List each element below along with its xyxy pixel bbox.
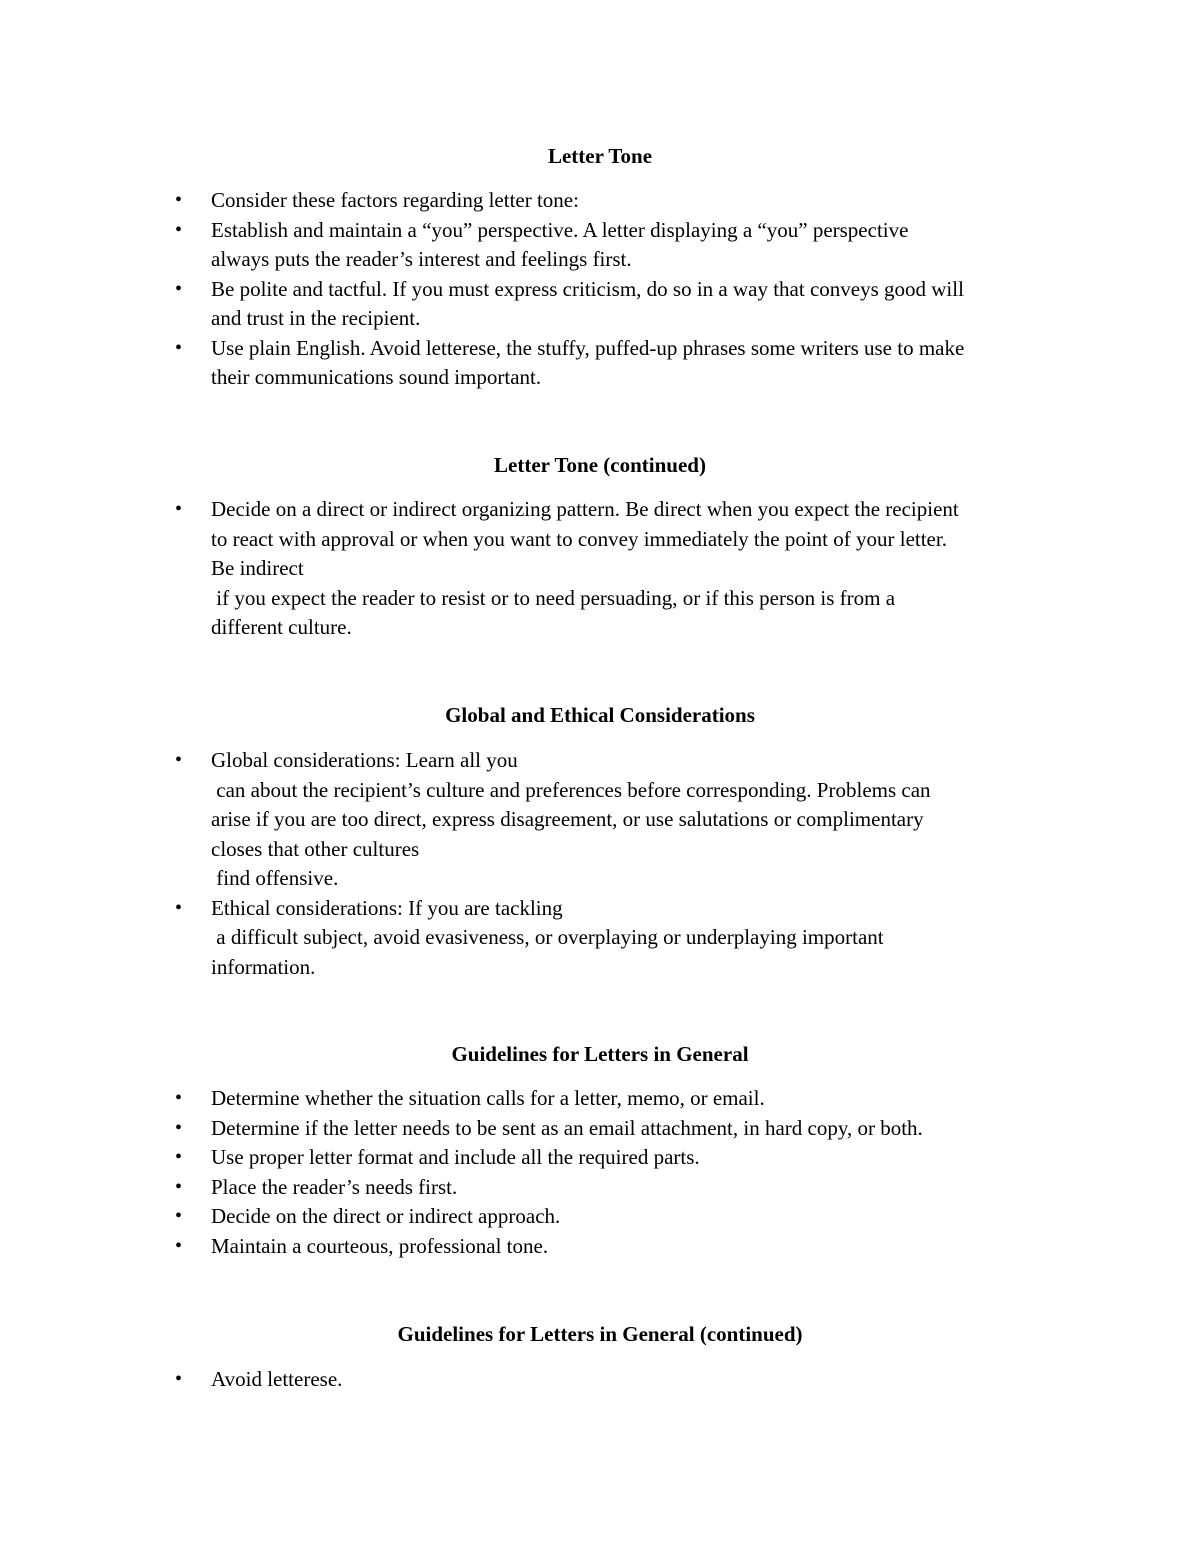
text-line: closes that other cultures bbox=[211, 836, 420, 861]
text-line: Be polite and tactful. If you must express criticism, do so in a way that conveys good will bbox=[211, 276, 964, 301]
text-line: Ethical considerations: If you are tackling bbox=[211, 895, 563, 920]
section-heading: Guidelines for Letters in General bbox=[451, 1042, 749, 1066]
bullet-icon: • bbox=[175, 896, 183, 919]
list-item bbox=[0, 495, 1061, 643]
text-line: Place the reader’s needs first. bbox=[211, 1174, 458, 1199]
text-line: Decide on the direct or indirect approach. bbox=[211, 1204, 561, 1228]
section-letter-tone bbox=[0, 142, 1200, 171]
text-line: information. bbox=[211, 954, 316, 979]
bullet-icon: • bbox=[175, 277, 183, 300]
section-heading: Guidelines for Letters in General (continued) bbox=[397, 1322, 803, 1346]
bullet-icon: • bbox=[175, 1116, 183, 1139]
text-line: Consider these factors regarding letter tone: bbox=[211, 188, 579, 212]
text-line: their communications sound important. bbox=[211, 365, 542, 389]
list-item bbox=[0, 1202, 1061, 1232]
list-item bbox=[0, 334, 1061, 393]
bullet-icon: • bbox=[175, 189, 183, 211]
list-item bbox=[0, 275, 1061, 334]
bullet-list bbox=[0, 186, 1200, 393]
text-line: Use plain English. Avoid letterese, the stuffy, puffed-up phrases some writers use to make bbox=[211, 335, 965, 360]
list-item bbox=[0, 1114, 1061, 1144]
text-line: Maintain a courteous, professional tone. bbox=[211, 1233, 549, 1258]
section-guidelines bbox=[0, 1040, 1200, 1069]
list-item bbox=[0, 1232, 1061, 1262]
section-heading: Letter Tone bbox=[547, 144, 653, 168]
text-line: Global considerations: Learn all you bbox=[211, 748, 518, 772]
list-item bbox=[0, 216, 1061, 275]
section-heading: Global and Ethical Considerations bbox=[445, 703, 755, 727]
list-item bbox=[0, 746, 1061, 894]
text-line: Avoid letterese. bbox=[211, 1367, 343, 1391]
bullet-icon: • bbox=[175, 1368, 183, 1390]
bullet-icon: • bbox=[175, 498, 183, 520]
section-heading: Letter Tone (continued) bbox=[494, 453, 706, 477]
section-guidelines-continued bbox=[0, 1320, 1200, 1349]
bullet-icon: • bbox=[175, 749, 183, 771]
bullet-list bbox=[0, 746, 1200, 982]
list-item bbox=[0, 1365, 1061, 1395]
text-line: different culture. bbox=[211, 615, 352, 639]
text-line: Be indirect bbox=[211, 556, 304, 580]
bullet-list bbox=[0, 1365, 1200, 1395]
text-line: find offensive. bbox=[211, 866, 339, 890]
text-line: a difficult subject, avoid evasiveness, or overplaying or underplaying important bbox=[211, 925, 884, 949]
text-line: Determine whether the situation calls for a letter, memo, or email. bbox=[211, 1086, 765, 1110]
text-line: Determine if the letter needs to be sent as an email attachment, in hard copy, or both. bbox=[211, 1115, 923, 1140]
text-line: arise if you are too direct, express disagreement, or use salutations or complimentary bbox=[211, 807, 924, 831]
text-line: if you expect the reader to resist or to need persuading, or if this person is from a bbox=[211, 585, 896, 610]
section-letter-tone-continued bbox=[0, 451, 1200, 480]
text-line: Decide on a direct or indirect organizing pattern. Be direct when you expect the recipient bbox=[211, 497, 959, 521]
list-item bbox=[0, 186, 1061, 216]
bullet-list bbox=[0, 1084, 1200, 1261]
bullet-icon: • bbox=[175, 1146, 183, 1168]
bullet-icon: • bbox=[175, 1205, 183, 1227]
list-item bbox=[0, 1084, 1061, 1114]
list-item bbox=[0, 894, 1061, 983]
bullet-list bbox=[0, 495, 1200, 643]
section-global-ethical bbox=[0, 701, 1200, 730]
list-item bbox=[0, 1173, 1061, 1203]
text-line: can about the recipient’s culture and preferences before corresponding. Problems can bbox=[211, 777, 931, 802]
bullet-icon: • bbox=[175, 1087, 183, 1109]
bullet-icon: • bbox=[175, 1175, 183, 1198]
bullet-icon: • bbox=[175, 218, 183, 241]
text-line: always puts the reader’s interest and feelings first. bbox=[211, 247, 632, 271]
text-line: and trust in the recipient. bbox=[211, 306, 421, 330]
bullet-icon: • bbox=[175, 1234, 183, 1257]
text-line: Establish and maintain a “you” perspective. A letter displaying a “you” perspective bbox=[211, 217, 909, 242]
text-line: Use proper letter format and include all the required parts. bbox=[211, 1145, 700, 1169]
bullet-icon: • bbox=[175, 336, 183, 359]
text-line: to react with approval or when you want to convey immediately the point of your letter. bbox=[211, 526, 947, 551]
list-item bbox=[0, 1143, 1061, 1173]
